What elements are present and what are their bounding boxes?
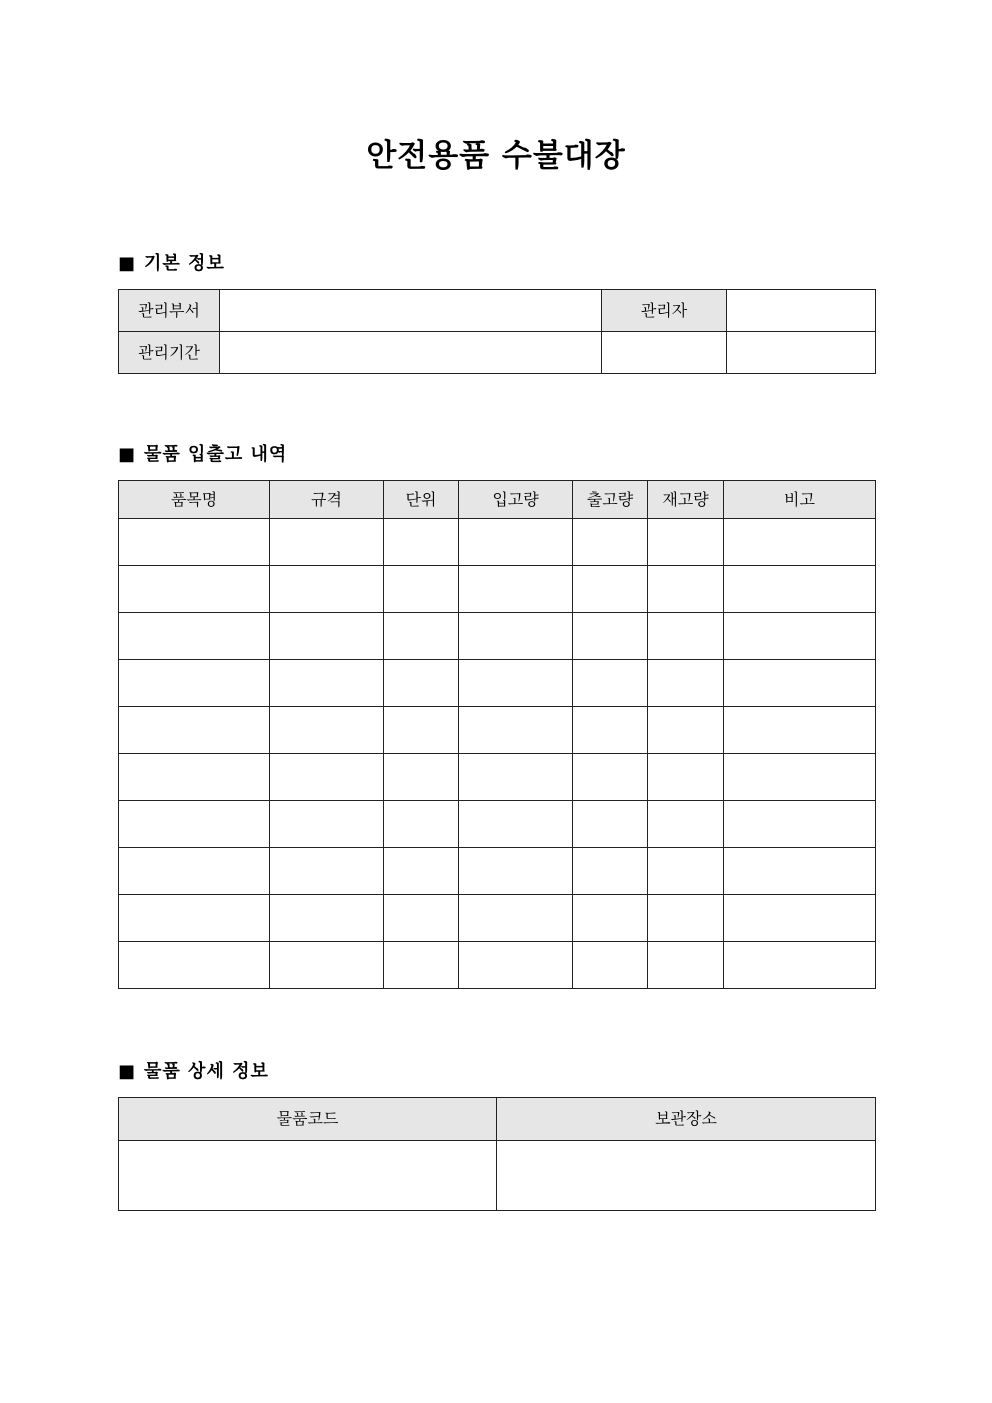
unit-cell[interactable] [384, 754, 459, 801]
stock-cell[interactable] [648, 801, 724, 848]
manager-value-cell[interactable] [727, 290, 876, 332]
remarks-cell[interactable] [724, 519, 876, 566]
stock-cell[interactable] [648, 895, 724, 942]
issued-cell[interactable] [573, 942, 648, 989]
received-cell[interactable] [459, 613, 573, 660]
table-header-row [119, 481, 876, 519]
spec-cell[interactable] [270, 801, 384, 848]
item-name-cell[interactable] [119, 613, 270, 660]
spec-cell[interactable] [270, 848, 384, 895]
section-heading-label: 물품 입출고 내역 [144, 444, 288, 465]
unit-cell[interactable] [384, 660, 459, 707]
item-code-cell[interactable] [119, 1141, 497, 1211]
column-header-spec: 규격 [270, 481, 384, 519]
table-row [119, 332, 876, 374]
item-name-cell[interactable] [119, 848, 270, 895]
period-value-cell[interactable] [220, 332, 602, 374]
column-header-unit: 단위 [384, 481, 459, 519]
item-name-cell[interactable] [119, 895, 270, 942]
item-name-cell[interactable] [119, 660, 270, 707]
item-name-cell[interactable] [119, 754, 270, 801]
spec-cell[interactable] [270, 566, 384, 613]
issued-cell[interactable] [573, 660, 648, 707]
table-row [119, 519, 876, 566]
issued-cell[interactable] [573, 754, 648, 801]
remarks-cell[interactable] [724, 848, 876, 895]
remarks-cell[interactable] [724, 566, 876, 613]
unit-cell[interactable] [384, 566, 459, 613]
blank-cell[interactable] [602, 332, 727, 374]
section-heading-label: 기본 정보 [144, 253, 225, 274]
column-header-item-name: 품목명 [119, 481, 270, 519]
remarks-cell[interactable] [724, 801, 876, 848]
received-cell[interactable] [459, 942, 573, 989]
issued-cell[interactable] [573, 801, 648, 848]
period-label: 관리기간 [119, 332, 220, 374]
remarks-cell[interactable] [724, 942, 876, 989]
table-row [119, 754, 876, 801]
table-header-row [119, 1098, 876, 1141]
item-name-cell[interactable] [119, 942, 270, 989]
remarks-cell[interactable] [724, 754, 876, 801]
issued-cell[interactable] [573, 519, 648, 566]
blank-cell[interactable] [727, 332, 876, 374]
issued-cell[interactable] [573, 566, 648, 613]
issued-cell[interactable] [573, 707, 648, 754]
column-header-issued: 출고량 [573, 481, 648, 519]
unit-cell[interactable] [384, 942, 459, 989]
spec-cell[interactable] [270, 754, 384, 801]
issued-cell[interactable] [573, 895, 648, 942]
unit-cell[interactable] [384, 613, 459, 660]
unit-cell[interactable] [384, 707, 459, 754]
stock-cell[interactable] [648, 660, 724, 707]
item-name-cell[interactable] [119, 519, 270, 566]
column-header-storage-location: 보관장소 [497, 1098, 876, 1141]
received-cell[interactable] [459, 754, 573, 801]
spec-cell[interactable] [270, 895, 384, 942]
stock-cell[interactable] [648, 942, 724, 989]
table-row [119, 942, 876, 989]
received-cell[interactable] [459, 566, 573, 613]
item-name-cell[interactable] [119, 801, 270, 848]
square-bullet-icon: ■ [118, 1061, 137, 1082]
column-header-stock: 재고량 [648, 481, 724, 519]
column-header-received: 입고량 [459, 481, 573, 519]
column-header-remarks: 비고 [724, 481, 876, 519]
dept-label: 관리부서 [119, 290, 220, 332]
received-cell[interactable] [459, 519, 573, 566]
remarks-cell[interactable] [724, 660, 876, 707]
spec-cell[interactable] [270, 660, 384, 707]
item-name-cell[interactable] [119, 707, 270, 754]
section-heading-label: 물품 상세 정보 [144, 1061, 269, 1082]
remarks-cell[interactable] [724, 707, 876, 754]
table-row [119, 848, 876, 895]
section-heading-items [118, 443, 287, 467]
unit-cell[interactable] [384, 848, 459, 895]
square-bullet-icon: ■ [118, 444, 137, 465]
received-cell[interactable] [459, 801, 573, 848]
remarks-cell[interactable] [724, 613, 876, 660]
section-heading-detail [118, 1060, 269, 1084]
issued-cell[interactable] [573, 848, 648, 895]
stock-cell[interactable] [648, 754, 724, 801]
table-row [119, 660, 876, 707]
items-table [118, 480, 876, 989]
table-row [119, 290, 876, 332]
table-row [119, 707, 876, 754]
unit-cell[interactable] [384, 801, 459, 848]
page-title: 안전용품 수불대장 [366, 138, 626, 174]
received-cell[interactable] [459, 895, 573, 942]
column-header-item-code: 물품코드 [119, 1098, 497, 1141]
table-row [119, 1141, 876, 1211]
table-row [119, 613, 876, 660]
received-cell[interactable] [459, 660, 573, 707]
dept-value-cell[interactable] [220, 290, 602, 332]
received-cell[interactable] [459, 707, 573, 754]
stock-cell[interactable] [648, 613, 724, 660]
square-bullet-icon: ■ [118, 253, 137, 274]
manager-label: 관리자 [602, 290, 727, 332]
received-cell[interactable] [459, 848, 573, 895]
remarks-cell[interactable] [724, 895, 876, 942]
table-row [119, 566, 876, 613]
table-row [119, 895, 876, 942]
stock-cell[interactable] [648, 848, 724, 895]
issued-cell[interactable] [573, 613, 648, 660]
stock-cell[interactable] [648, 519, 724, 566]
stock-cell[interactable] [648, 566, 724, 613]
storage-location-cell[interactable] [497, 1141, 876, 1211]
spec-cell[interactable] [270, 707, 384, 754]
detail-table [118, 1097, 876, 1211]
unit-cell[interactable] [384, 895, 459, 942]
spec-cell[interactable] [270, 613, 384, 660]
item-name-cell[interactable] [119, 566, 270, 613]
table-row [119, 801, 876, 848]
unit-cell[interactable] [384, 519, 459, 566]
items-table-body [119, 519, 876, 989]
spec-cell[interactable] [270, 942, 384, 989]
section-heading-basic-info [118, 252, 225, 276]
spec-cell[interactable] [270, 519, 384, 566]
basic-info-table [118, 289, 876, 374]
stock-cell[interactable] [648, 707, 724, 754]
